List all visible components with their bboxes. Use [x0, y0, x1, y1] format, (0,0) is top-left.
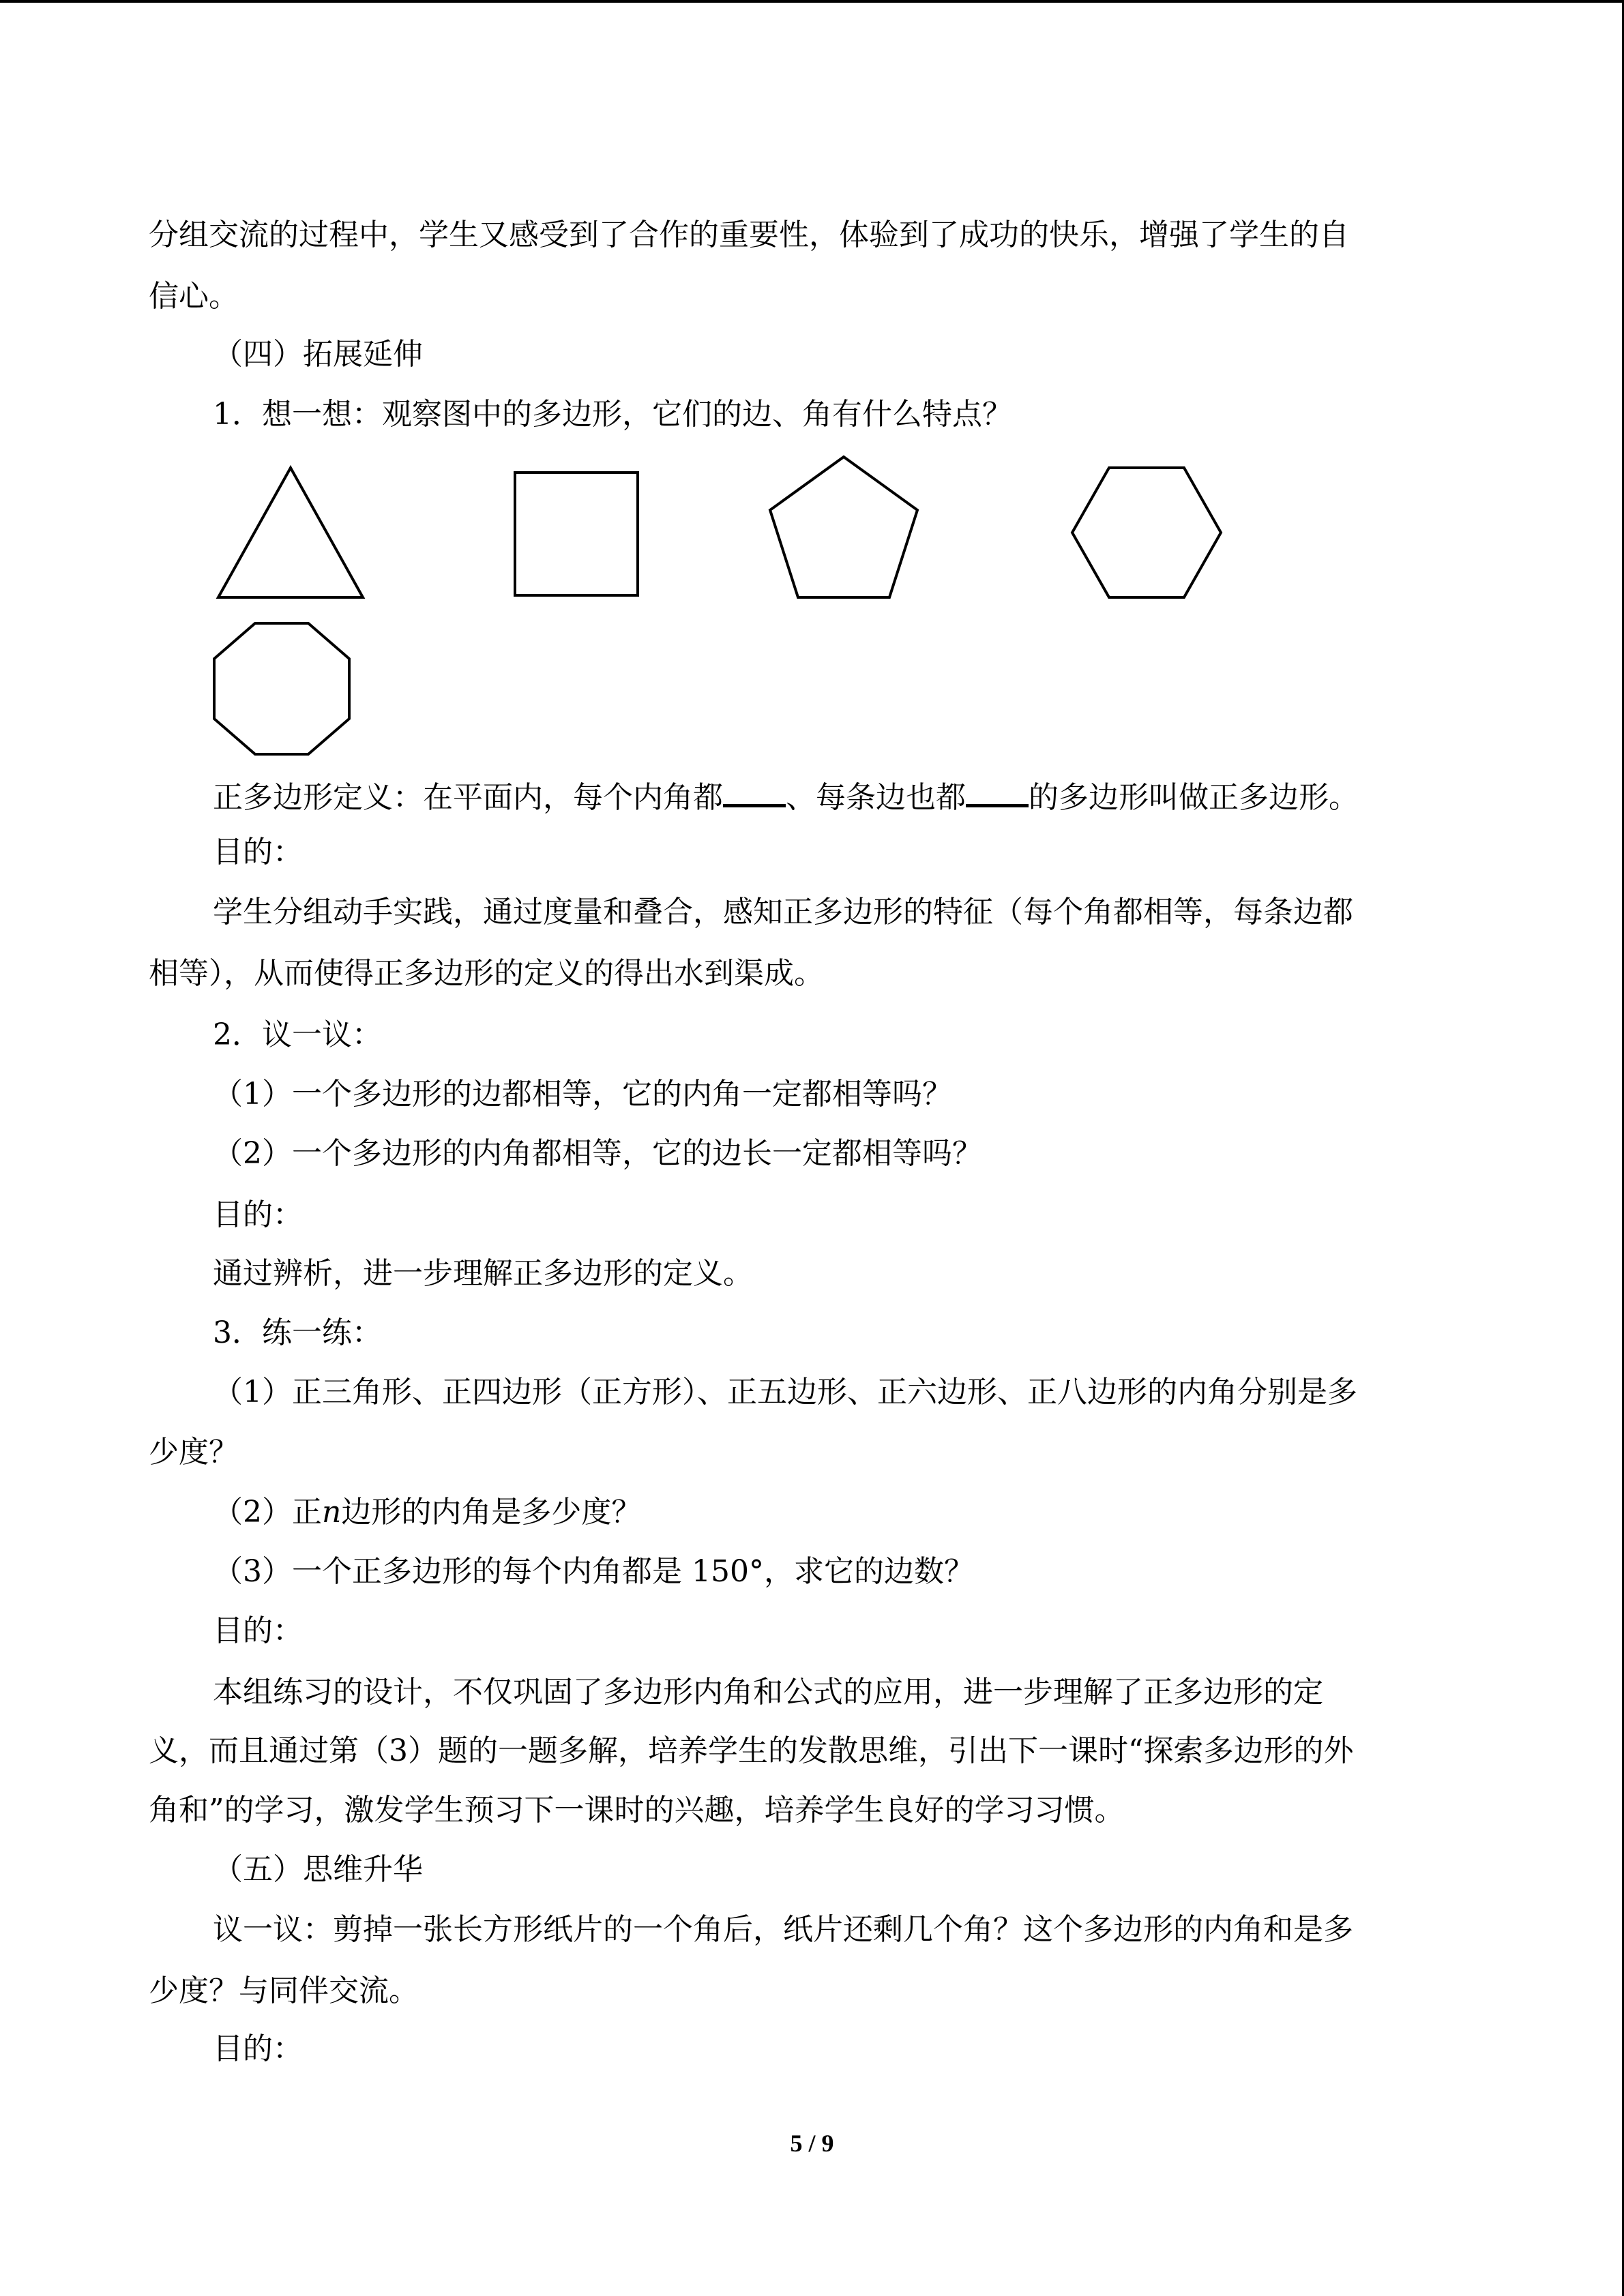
fill-blank[interactable] — [966, 774, 1029, 807]
purpose-label: 目的： — [213, 835, 303, 869]
octagon-icon — [211, 621, 352, 757]
question-suffix: 边形的内角是多少度？ — [341, 1495, 642, 1530]
paragraph-line: 本组练习的设计，不仅巩固了多边形内角和公式的应用，进一步理解了正多边形的定 — [213, 1675, 1323, 1710]
paragraph-line: 少度？与同伴交流。 — [149, 1973, 419, 2008]
question-heading: 3．练一练： — [213, 1315, 382, 1350]
question-prefix: （2）正 — [213, 1495, 322, 1530]
triangle-icon — [214, 464, 367, 600]
section-heading: （四）拓展延伸 — [213, 337, 423, 372]
question-line: （2）一个多边形的内角都相等，它的边长一定都相等吗？ — [213, 1136, 982, 1171]
question-line — [213, 1492, 641, 1533]
hexagon-icon — [1069, 465, 1224, 600]
question-line: （1）一个多边形的边都相等，它的内角一定都相等吗？ — [213, 1077, 952, 1112]
purpose-label: 目的： — [213, 1197, 303, 1232]
question-heading: 1．想一想：观察图中的多边形，它们的边、角有什么特点？ — [213, 397, 1012, 432]
definition-prefix: 正多边形定义：在平面内，每个内角都 — [213, 780, 723, 815]
square-icon — [513, 471, 640, 597]
page-number: 5 / 9 — [790, 2130, 834, 2157]
section-heading: （五）思维升华 — [213, 1852, 423, 1887]
paragraph-line: 议一议：剪掉一张长方形纸片的一个角后，纸片还剩几个角？这个多边形的内角和是多 — [213, 1912, 1353, 1947]
question-line: （1）正三角形、正四边形（正方形）、正五边形、正六边形、正八边形的内角分别是多 — [213, 1375, 1357, 1410]
purpose-label: 目的： — [213, 2031, 303, 2066]
paragraph-line: 通过辨析，进一步理解正多边形的定义。 — [213, 1256, 753, 1291]
paragraph-line: 学生分组动手实践，通过度量和叠合，感知正多边形的特征（每个角都相等，每条边都 — [213, 895, 1353, 929]
variable-n: n — [322, 1495, 342, 1530]
paragraph-line: 分组交流的过程中，学生又感受到了合作的重要性，体验到了成功的快乐，增强了学生的自 — [149, 218, 1349, 252]
fill-blank[interactable] — [723, 774, 786, 807]
paragraph-line: 相等），从而使得正多边形的定义的得出水到渠成。 — [149, 956, 824, 991]
definition-suffix: 的多边形叫做正多边形。 — [1029, 780, 1359, 815]
polygon-figures — [205, 450, 1241, 757]
pentagon-icon — [767, 454, 921, 601]
paragraph-line: 角和”的学习，激发学生预习下一课时的兴趣，培养学生良好的学习习惯。 — [149, 1793, 1125, 1828]
question-line: 少度？ — [149, 1435, 239, 1470]
purpose-label: 目的： — [213, 1613, 303, 1648]
question-line: （3）一个正多边形的每个内角都是 150°，求它的边数？ — [213, 1554, 974, 1589]
paragraph-line: 信心。 — [149, 279, 239, 314]
question-heading: 2．议一议： — [213, 1017, 382, 1052]
definition-line — [213, 774, 1359, 818]
definition-middle: 、每条边也都 — [786, 780, 966, 815]
paragraph-line: 义，而且通过第（3）题的一题多解，培养学生的发散思维，引出下一课时“探索多边形的外 — [149, 1733, 1354, 1768]
